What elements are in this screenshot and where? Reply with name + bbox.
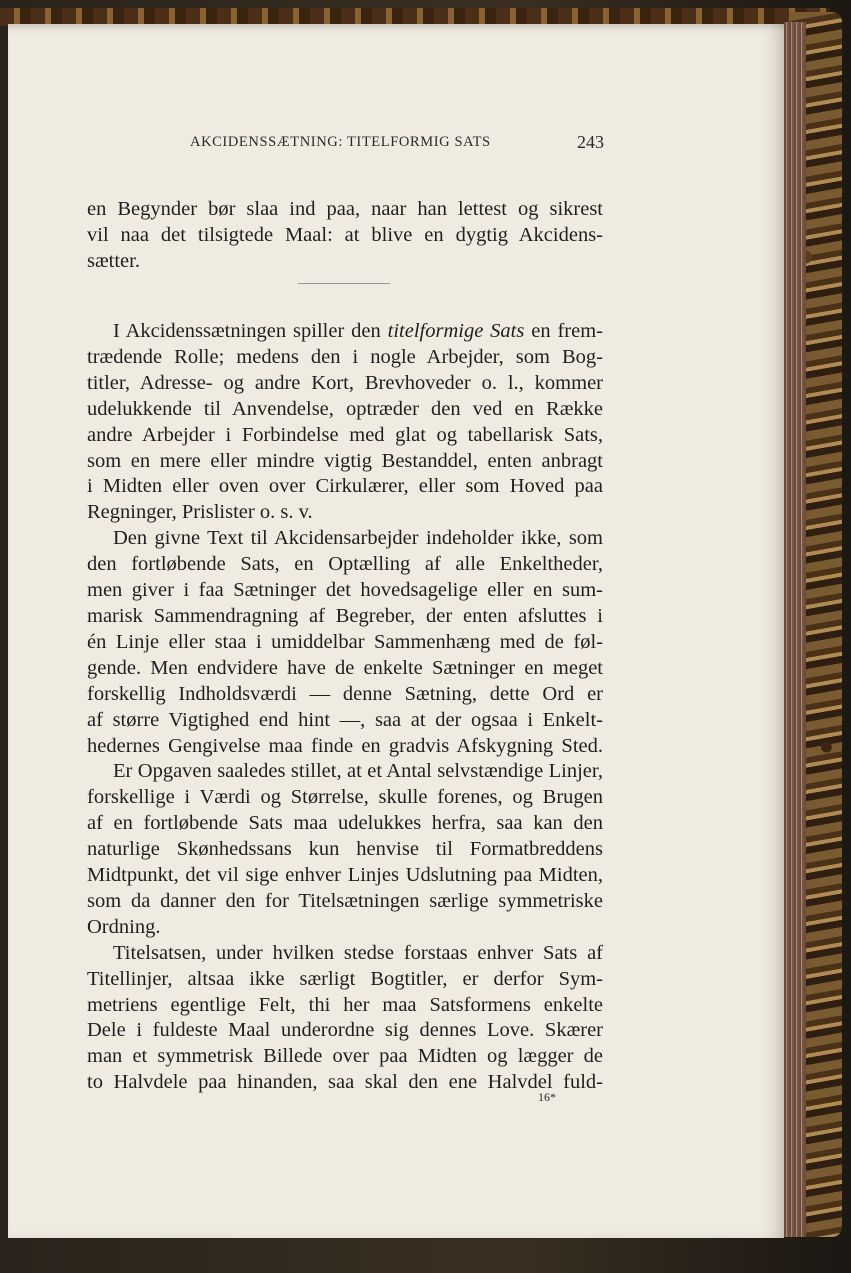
text-line: to Halvdele paa hinanden, saa skal den ene Halvdel fuld-: [87, 1071, 603, 1094]
text-line: udelukkende til Anvendelse, optræder den ved en Række: [87, 397, 603, 420]
text-line: Ordning.: [87, 915, 161, 938]
text-line: som da danner den for Titelsætningen særlige symmetriske: [87, 889, 603, 912]
text-line: forskellig Indholdsværdi — denne Sætning, dette Ord er: [87, 682, 603, 705]
page-edges: [784, 22, 806, 1237]
text-line: Dele i fuldeste Maal underordne sig dennes Love. Skærer: [87, 1019, 603, 1042]
text-line: som en mere eller mindre vigtig Bestanddel, enten anbragt: [87, 449, 603, 472]
text-line: af en fortløbende Sats maa udelukkes herfra, saa kan den: [87, 812, 603, 835]
text-line: Midtpunkt, det vil sige enhver Linjes Udslutning paa Midten,: [87, 864, 603, 887]
text-line: men giver i faa Sætninger det hovedsagelige eller en sum-: [87, 579, 603, 602]
text-line: Regninger, Prislister o. s. v.: [87, 501, 313, 524]
text-line: vil naa det tilsigtede Maal: at blive en dygtig Akcidens-: [87, 223, 603, 246]
italic-term: titelformige Sats: [387, 320, 525, 342]
text-line: sætter.: [87, 249, 140, 272]
text-line: Titelsatsen, under hvilken stedse forstaas enhver Sats af: [113, 941, 603, 964]
text-line: forskellige i Værdi og Størrelse, skulle forenes, og Brugen: [87, 786, 603, 809]
text-line: [87, 319, 603, 345]
signature-mark: 16*: [538, 1090, 556, 1104]
text-line: af større Vigtighed end hint —, saa at der ogsaa i Enkelt-: [87, 708, 603, 731]
text-line: én Linje eller staa i umiddelbar Sammenhæng med de føl-: [87, 630, 603, 653]
text-line: Titellinjer, altsaa ikke særligt Bogtitler, er derfor Sym-: [87, 967, 603, 990]
intro-paragraph: [87, 197, 603, 275]
text-line: i Midten eller oven over Cirkulærer, eller som Hoved paa: [87, 475, 603, 498]
text-line: titler, Adresse- og andre Kort, Brevhoveder o. l., kommer: [87, 371, 603, 394]
paragraph-1: [87, 319, 603, 1096]
text-line: marisk Sammendragning af Begreber, der enten afsluttes i: [87, 604, 603, 627]
text-line: Den givne Text til Akcidensarbejder indeholder ikke, som: [113, 527, 603, 550]
text-line: en Begynder bør slaa ind paa, naar han lettest og sikrest: [87, 198, 603, 220]
text-line: den fortløbende Sats, en Optælling af alle Enkeltheder,: [87, 553, 603, 576]
text-run: en frem-: [524, 320, 604, 342]
text-line: trædende Rolle; medens den i nogle Arbejder, som Bog-: [87, 345, 603, 368]
text-run: I Akcidenssætningen spiller den: [113, 320, 388, 342]
text-line: andre Arbejder i Forbindelse med glat og tabellarisk Sats,: [87, 423, 603, 446]
running-header: [190, 132, 610, 156]
running-title: AKCIDENSSÆTNING: TITELFORMIG SATS: [190, 134, 491, 150]
text-line: man et symmetrisk Billede over paa Midten og lægger de: [87, 1045, 603, 1068]
page-number: 243: [577, 132, 604, 152]
section-divider: [298, 283, 390, 284]
text-line: hedernes Gengivelse maa finde en gradvis Afskygning Sted.: [87, 734, 603, 757]
text-line: naturlige Skønhedssans kun henvise til Formatbreddens: [87, 838, 603, 861]
text-line: metriens egentlige Felt, thi her maa Satsformens enkelte: [87, 993, 603, 1016]
text-line: gende. Men endvidere have de enkelte Sætninger en meget: [87, 656, 603, 679]
text-line: Er Opgaven saaledes stillet, at et Antal selvstændige Linjer,: [113, 760, 603, 783]
